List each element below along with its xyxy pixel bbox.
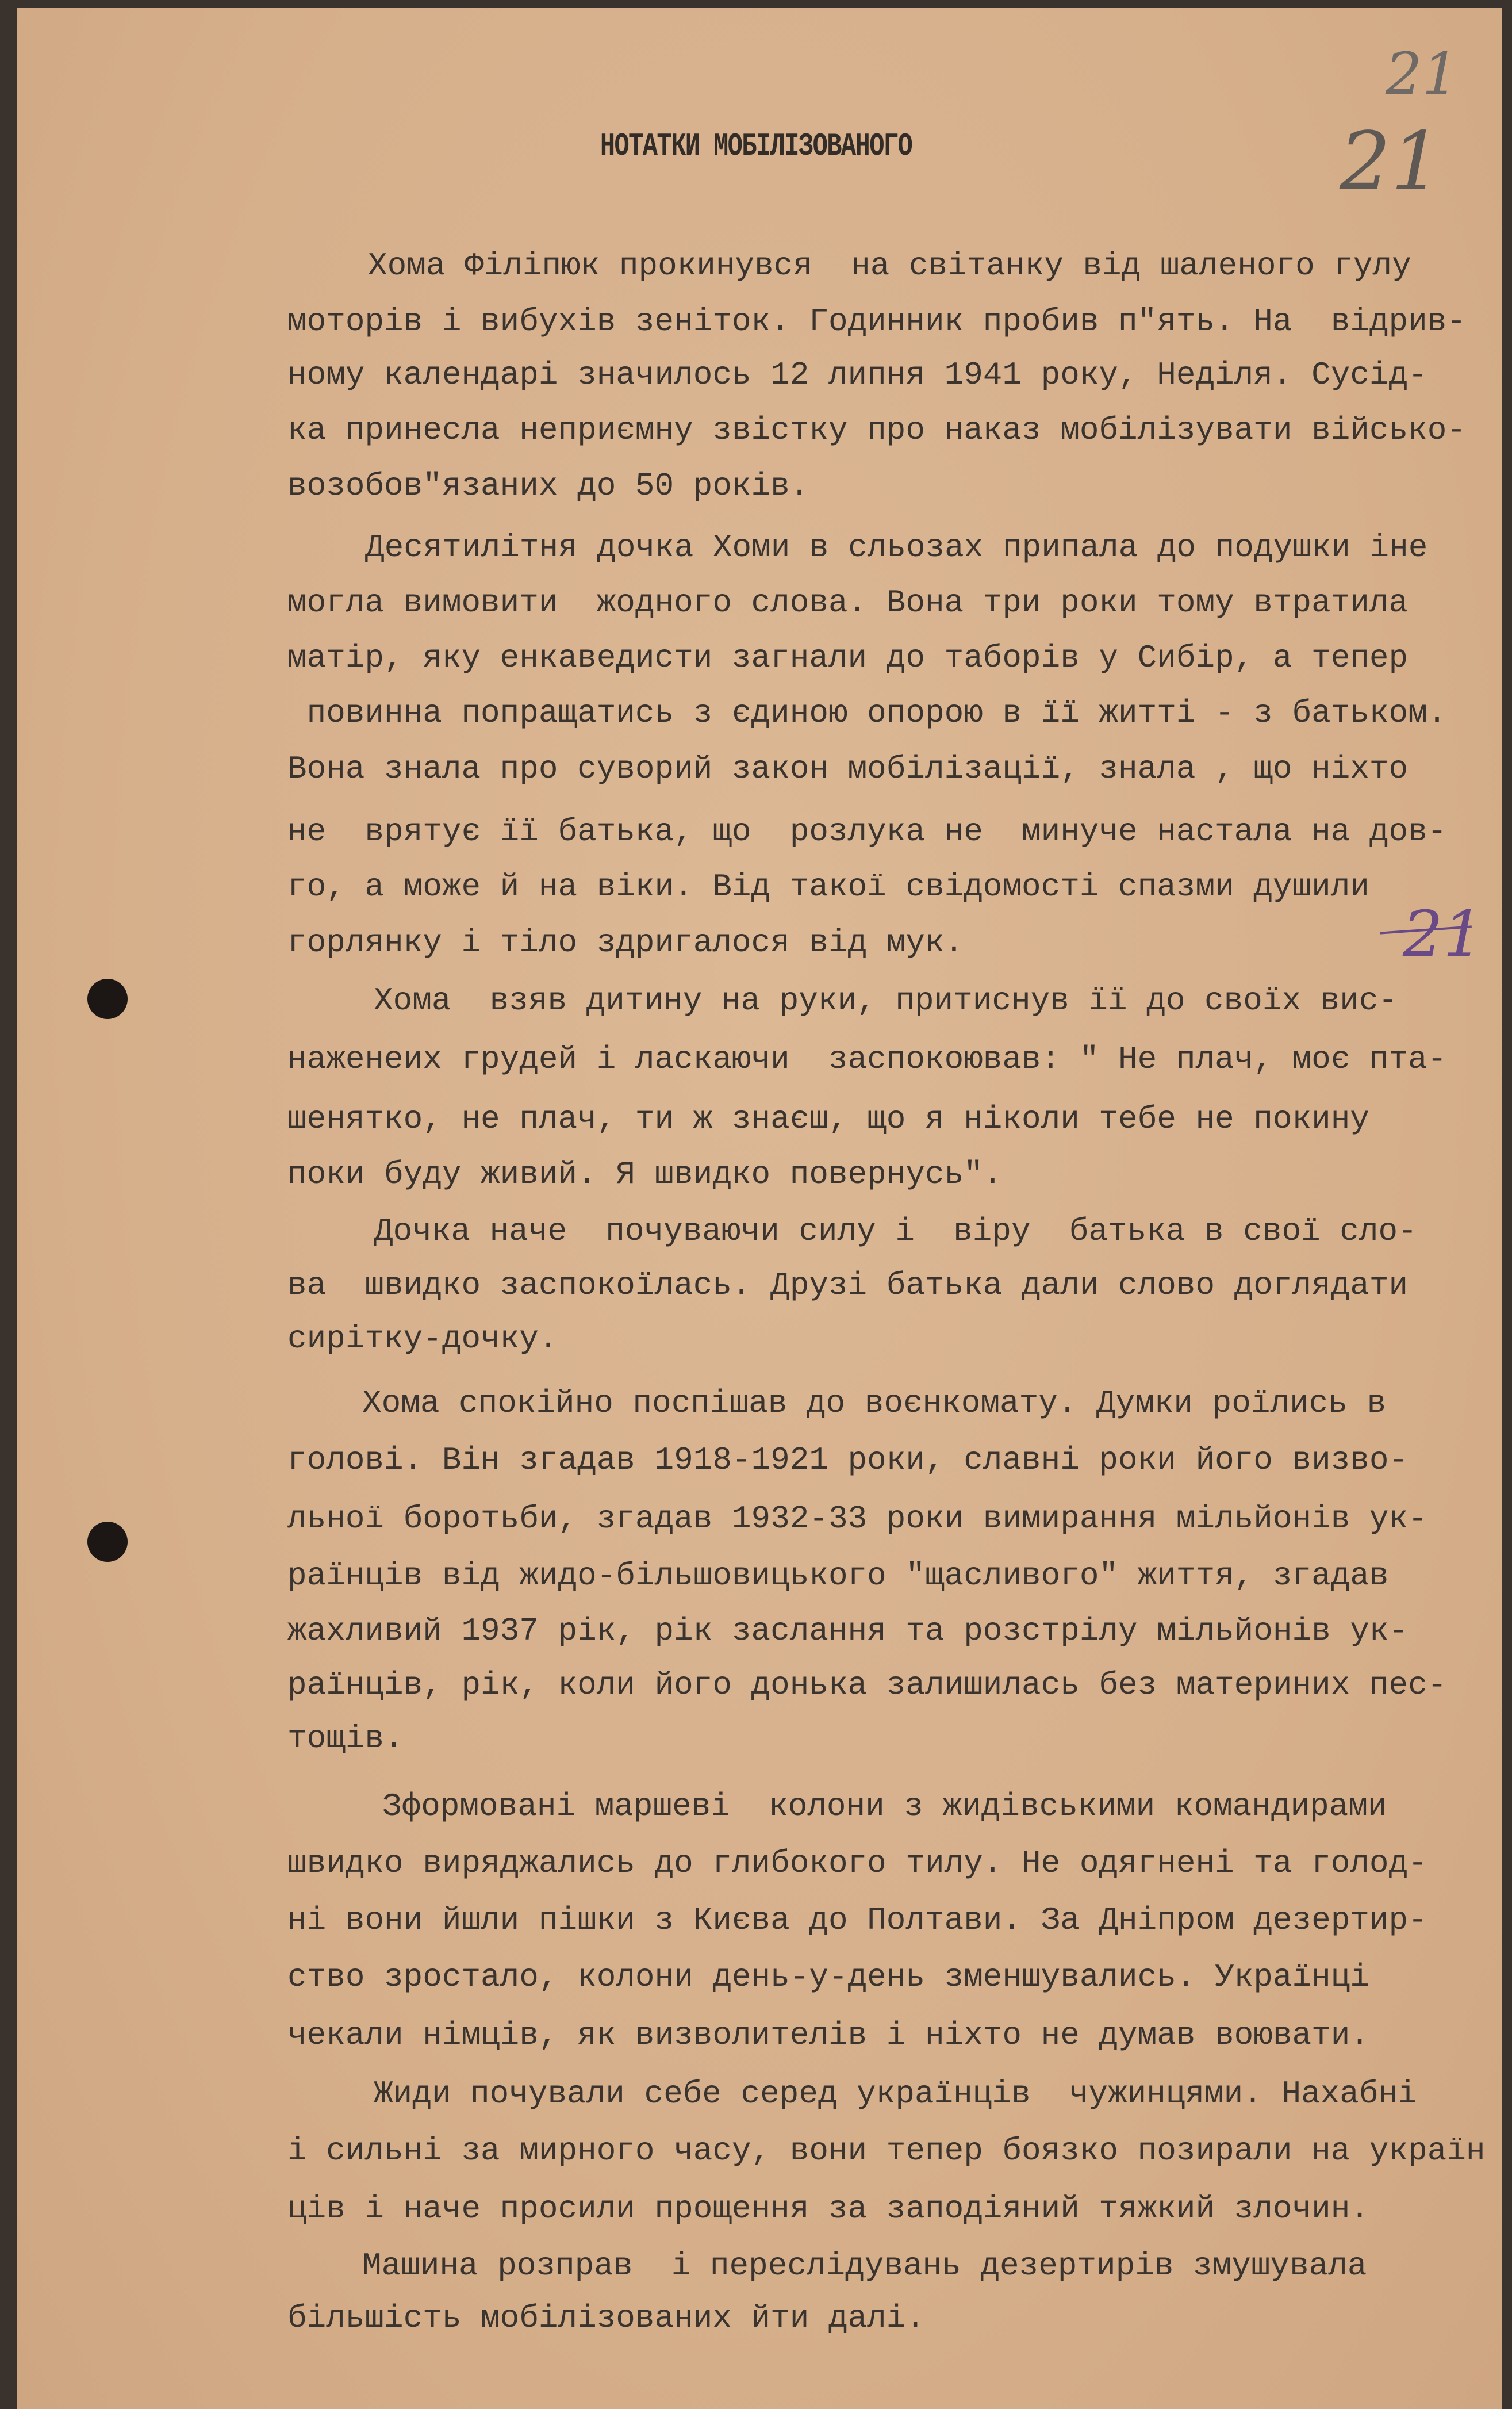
folio-number-ink: 21 xyxy=(1403,897,1483,971)
text-line: жахливий 1937 рік, рік заслання та розстрілу мільйонів ук- xyxy=(287,1613,1409,1649)
text-line: чекали німців, як визволителів і ніхто не думав воювати. xyxy=(287,2017,1369,2054)
text-line: Хома Філіпюк прокинувся на світанку від шаленого гулу xyxy=(368,247,1411,284)
text-line: Хома спокійно поспішав до воєнкомату. Думки роїлись в xyxy=(362,1385,1387,1422)
text-line: і сильні за мирного часу, вони тепер боязко позирали на україн xyxy=(287,2132,1486,2169)
text-line: льної боротьби, згадав 1932-33 роки вимирання мільйонів ук- xyxy=(287,1500,1427,1537)
text-line: ство зростало, колони день-у-день зменшувались. Українці xyxy=(287,1959,1369,1996)
text-line: голові. Він згадав 1918-1921 роки, славні роки його визво- xyxy=(287,1442,1409,1479)
text-line: Дочка наче почуваючи силу і віру батька в свої сло- xyxy=(374,1213,1417,1250)
text-line: моторів і вибухів зеніток. Годинник пробив п"ять. На відрив- xyxy=(287,303,1466,340)
text-line: Жиди почували себе серед українців чужинцями. Нахабні xyxy=(374,2075,1417,2112)
text-line: Десятилітня дочка Хоми в сльозах припала до подушки іне xyxy=(365,529,1428,566)
text-line: тощів. xyxy=(287,1720,404,1757)
text-line: повинна попращатись з єдиною опорою в її житті - з батьком. xyxy=(287,695,1447,731)
text-line: могла вимовити жодного слова. Вона три роки тому втратила xyxy=(287,584,1409,621)
punch-hole xyxy=(87,979,128,1019)
text-line: не врятує її батька, що розлука не минуче настала на дов- xyxy=(287,813,1447,850)
folio-number-pencil: 21 xyxy=(1386,40,1459,108)
text-line: Машина розправ і переслідувань дезертирів змушувала xyxy=(362,2247,1367,2284)
punch-hole xyxy=(87,1522,128,1562)
text-line: ному календарі значилось 12 липня 1941 року, Неділя. Сусід- xyxy=(287,357,1427,393)
text-line: ва швидко заспокоїлась. Друзі батька дали слово доглядати xyxy=(287,1267,1409,1304)
text-line: поки буду живий. Я швидко повернусь". xyxy=(287,1156,1003,1193)
text-line: горлянку і тіло здригалося від мук. xyxy=(287,924,964,961)
text-line: шенятко, не плач, ти ж знаєш, що я ніколи тебе не покину xyxy=(287,1101,1369,1138)
text-line: швидко виряджались до глибокого тилу. Не одягнені та голод- xyxy=(287,1845,1427,1882)
folio-number-pencil-large: 21 xyxy=(1340,115,1442,209)
text-line: сирітку-дочку. xyxy=(287,1320,558,1357)
text-line: матір, яку енкаведисти загнали до таборів у Сибір, а тепер xyxy=(287,639,1409,676)
text-line: ка принесла неприємну звістку про наказ мобілізувати військо- xyxy=(287,412,1466,449)
text-line: ців і наче просили прощення за заподіяний тяжкий злочин. xyxy=(287,2190,1369,2227)
text-line: возобов"язаних до 50 років. xyxy=(287,468,809,504)
text-line: наженеих грудей і ласкаючи заспокоював: " Не плач, моє пта- xyxy=(287,1041,1447,1078)
text-line: раїнців від жидо-більшовицького "щасливого" життя, згадав xyxy=(287,1557,1389,1594)
text-line: Зформовані маршеві колони з жидівськими командирами xyxy=(382,1788,1387,1825)
text-line: Хома взяв дитину на руки, притиснув її до своїх вис- xyxy=(374,982,1398,1019)
text-line: го, а може й на віки. Від такої свідомості спазми душили xyxy=(287,868,1369,905)
text-line: Вона знала про суворий закон мобілізації, знала , що ніхто xyxy=(287,750,1409,787)
text-line: раїнців, рік, коли його донька залишилась без материних пес- xyxy=(287,1667,1447,1703)
text-line: більшість мобілізованих йти далі. xyxy=(287,2300,925,2337)
document-title: НОТАТКИ МОБІЛІЗОВАНОГО xyxy=(600,128,912,164)
text-line: ні вони йшли пішки з Києва до Полтави. За Дніпром дезертир- xyxy=(287,1902,1427,1939)
